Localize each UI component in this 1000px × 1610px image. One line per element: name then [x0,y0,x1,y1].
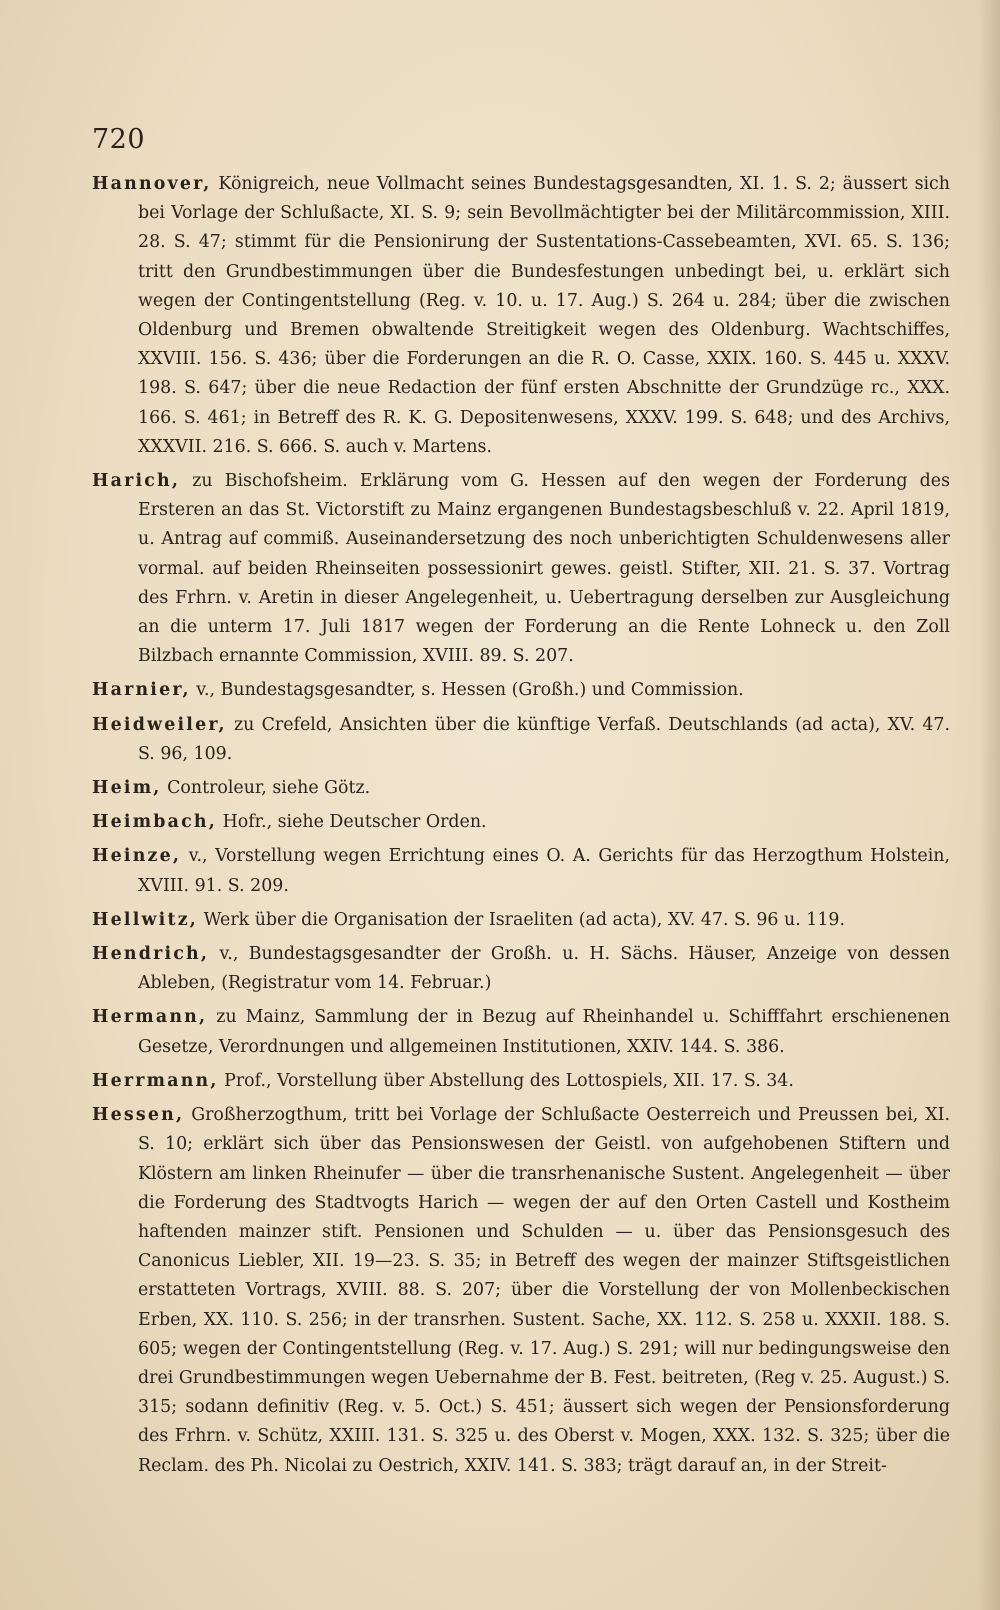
page-number: 720 [92,124,146,155]
entry-text: Großherzogthum, tritt bei Vorlage der Schlußacte Oesterreich und Preussen bei, XI. S. 10; erklärt sich über das Pensionswesen der Geistl. von aufgehobenen Stiftern und Klöstern am linken Rheinufer — über die transrhenanische Sustent. Angelegenheit — über die Forderung des Stadtvogts Harich — wegen der auf den Orten Castell und Kostheim haftenden mainzer stift. Pensionen und Schulden — u. über das Pensionsgesuch des Canonicus Liebler, XII. 19—23. S. 35; in Betreff des wegen der mainzer Stiftsgeistlichen erstatteten Vortrags, XVIII. 88. S. 207; über die Vorstellung der von Mollenbeckischen Erben, XX. 110. S. 256; in der transrhen. Sustent. Sache, XX. 112. S. 258 u. XXXII. 188. S. 605; wegen der Contingentstellung (Reg. v. 17. Aug.) S. 291; will nur bedingungsweise den drei Grundbestimmungen wegen Uebernahme der B. Fest. beitreten, (Reg v. 25. August.) S. 315; sodann definitiv (Reg. v. 5. Oct.) S. 451; äussert sich wegen der Pensionsforderung des Frhrn. v. Schütz, XXIII. 131. S. 325 u. des Oberst v. Mogen, XXX. 132. S. 325; über die Reclam. des Ph. Nicolai zu Oestrich, XXIV. 141. S. 383; trägt darauf an, in der Streit- [138,1105,951,1476]
entry-head: Harnier, [92,680,191,701]
entry-text: Werk über die Organisation der Israeliten (ad acta), XV. 47. S. 96 u. 119. [203,909,845,930]
index-entry [92,1067,950,1096]
index-entry [92,170,950,462]
entry-text: v., Bundestagsgesandter, s. Hessen (Großh.) und Commission. [196,680,744,701]
entry-text: zu Bischofsheim. Erklärung vom G. Hessen auf den wegen der Forderung des Ersteren an das St. Victorstift zu Mainz ergangenen Bundestagsbeschluß v. 22. April 1819, u. Antrag auf commiß. Auseinandersetzung des noch unberichtigten Schuldenwesens aller vormal. auf beiden Rheinseiten possessionirt gewes. geistl. Stifter, XII. 21. S. 37. Vortrag des Frhrn. v. Aretin in dieser Angelegenheit, u. Uebertragung derselben zur Ausgleichung an die unterm 17. Juli 1817 wegen der Forderung an die Rente Lohneck u. den Zoll Bilzbach ernannte Commission, XVIII. 89. S. 207. [138,471,950,667]
entry-head: Hendrich, [92,944,210,965]
index-entries [92,170,950,1486]
entry-head: Heimbach, [92,812,218,833]
entry-text: Hofr., siehe Deutscher Orden. [222,812,487,833]
index-entry [92,467,950,671]
index-entry [92,940,950,998]
entry-head: Hessen, [92,1105,185,1126]
entry-text: v., Vorstellung wegen Errichtung eines O. A. Gerichts für das Herzogthum Holstein, XVIII. 91. S. 209. [138,846,951,896]
entry-text: zu Crefeld, Ansichten über die künftige Verfaß. Deutschlands (ad acta), XV. 47. S. 96, 109. [138,714,950,764]
entry-head: Heidweiler, [92,714,227,735]
index-entry [92,808,950,837]
entry-head: Hermann, [92,1007,208,1028]
entry-text: zu Mainz, Sammlung der in Bezug auf Rheinhandel u. Schifffahrt erschienenen Gesetze, Verordnungen und allgemeinen Institutionen, XXIV. 144. S. 386. [138,1007,950,1057]
page-edge-shadow [978,0,1000,1610]
index-entry [92,1101,950,1481]
index-entry [92,906,950,935]
index-entry [92,842,950,900]
entry-text: v., Bundestagsgesandter der Großh. u. H. Sächs. Häuser, Anzeige von dessen Ableben, (Registratur vom 14. Februar.) [138,944,950,994]
index-entry [92,1003,950,1061]
entry-head: Heinze, [92,846,182,867]
entry-text: Prof., Vorstellung über Abstellung des Lottospiels, XII. 17. S. 34. [224,1070,794,1091]
entry-head: Hellwitz, [92,909,199,930]
entry-head: Heim, [92,778,162,799]
index-entry [92,774,950,803]
index-entry [92,676,950,705]
entry-head: Harich, [92,471,181,492]
entry-head: Hannover, [92,174,212,194]
entry-text: Controleur, siehe Götz. [167,778,371,799]
entry-head: Herrmann, [92,1070,219,1091]
index-entry [92,711,950,769]
entry-text: Königreich, neue Vollmacht seines Bundestagsgesandten, XI. 1. S. 2; äussert sich bei Vorlage der Schlußacte, XI. S. 9; sein Bevollmächtigter bei der Militärcommission, XIII. 28. S. 47; stimmt für die Pensionirung der Sustentations-Cassebeamten, XVI. 65. S. 136; tritt den Grundbestimmungen über die Bundesfestungen unbedingt bei, u. erklärt sich wegen der Contingentstellung (Reg. v. 10. u. 17. Aug.) S. 264 u. 284; über die zwischen Oldenburg und Bremen obwaltende Streitigkeit wegen des Oldenburg. Wachtschiffes, XXVIII. 156. S. 436; über die Forderungen an die R. O. Casse, XXIX. 160. S. 445 u. XXXV. 198. S. 647; über die neue Redaction der fünf ersten Abschnitte der Grundzüge rc., XXX. 166. S. 461; in Betreff des R. K. G. Depositenwesens, XXXV. 199. S. 648; und des Archivs, XXXVII. 216. S. 666. S. auch v. Martens. [138,174,950,457]
